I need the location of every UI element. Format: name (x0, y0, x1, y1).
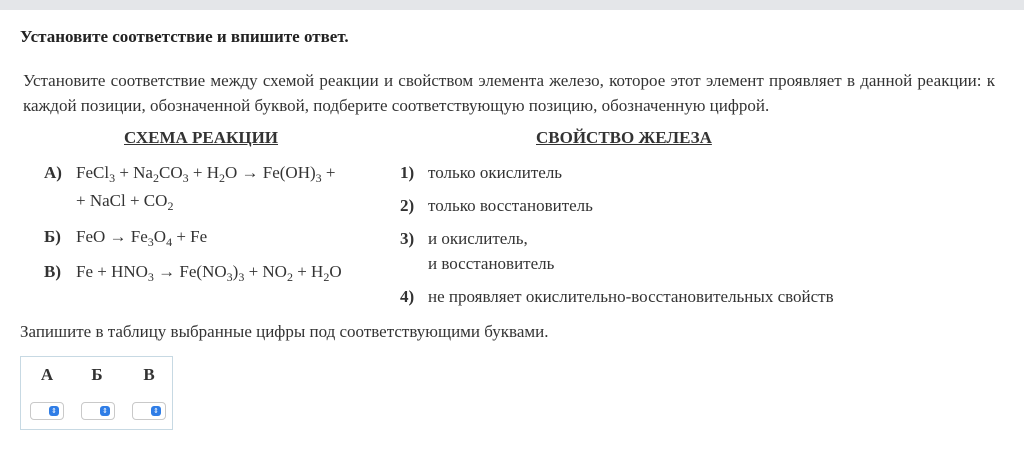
reaction-letter-a: А) (44, 163, 62, 182)
answer-select-a[interactable] (30, 402, 64, 420)
answer-header-a: А (40, 365, 54, 384)
property-number-1: 1) (400, 163, 415, 182)
property-number-3: 3) (400, 229, 415, 248)
reaction-a-line2: + NaCl + $CO_2$ (76, 191, 174, 213)
property-text-3-line2: и восстановитель (428, 254, 555, 273)
select-arrows-icon: ⇕ (49, 406, 59, 416)
property-text-4: не проявляет окислительно-восстановительных свойств (428, 287, 834, 306)
answer-select-b[interactable] (81, 402, 115, 420)
answer-header-b: Б (91, 365, 103, 384)
top-bar (0, 0, 1024, 10)
answer-instruction: Запишите в таблицу выбранные цифры под соответствующими буквами. (20, 322, 549, 341)
task-title: Установите соответствие и впишите ответ. (20, 27, 349, 46)
task-description: Установите соответствие между схемой реакции и свойством элемента железо, которое этот элемент проявляет в данной реакции: к каждой позиции, обозначенной буквой, подберите соответствующую позицию, обозначенную цифрой. (23, 71, 995, 115)
iron-property-header: СВОЙСТВО ЖЕЛЕЗА (536, 128, 712, 147)
select-arrows-icon: ⇕ (100, 406, 110, 416)
answer-select-v[interactable] (132, 402, 166, 420)
reaction-v: $Fe + HNO_3 \to Fe(NO_3)_3 + NO_2 + H_2O$ (76, 262, 342, 284)
property-number-2: 2) (400, 196, 415, 215)
property-text-3-line1: и окислитель, (428, 229, 528, 248)
reaction-letter-b: Б) (44, 227, 61, 246)
property-text-1: только окислитель (428, 163, 563, 182)
reaction-letter-v: В) (44, 262, 61, 281)
answer-header-v: В (143, 365, 155, 384)
reaction-scheme-header: СХЕМА РЕАКЦИИ (124, 128, 279, 147)
reaction-a-line1: FeCl$_3$ + $Na_2CO_3 + H_2O \to Fe(OH)_3$ + (76, 163, 336, 185)
property-number-4: 4) (400, 287, 415, 306)
answer-table (20, 356, 173, 430)
property-text-2: только восстановитель (428, 196, 593, 215)
reaction-b: FeO → $Fe_3O_4 + Fe$ (76, 227, 208, 249)
select-arrows-icon: ⇕ (151, 406, 161, 416)
